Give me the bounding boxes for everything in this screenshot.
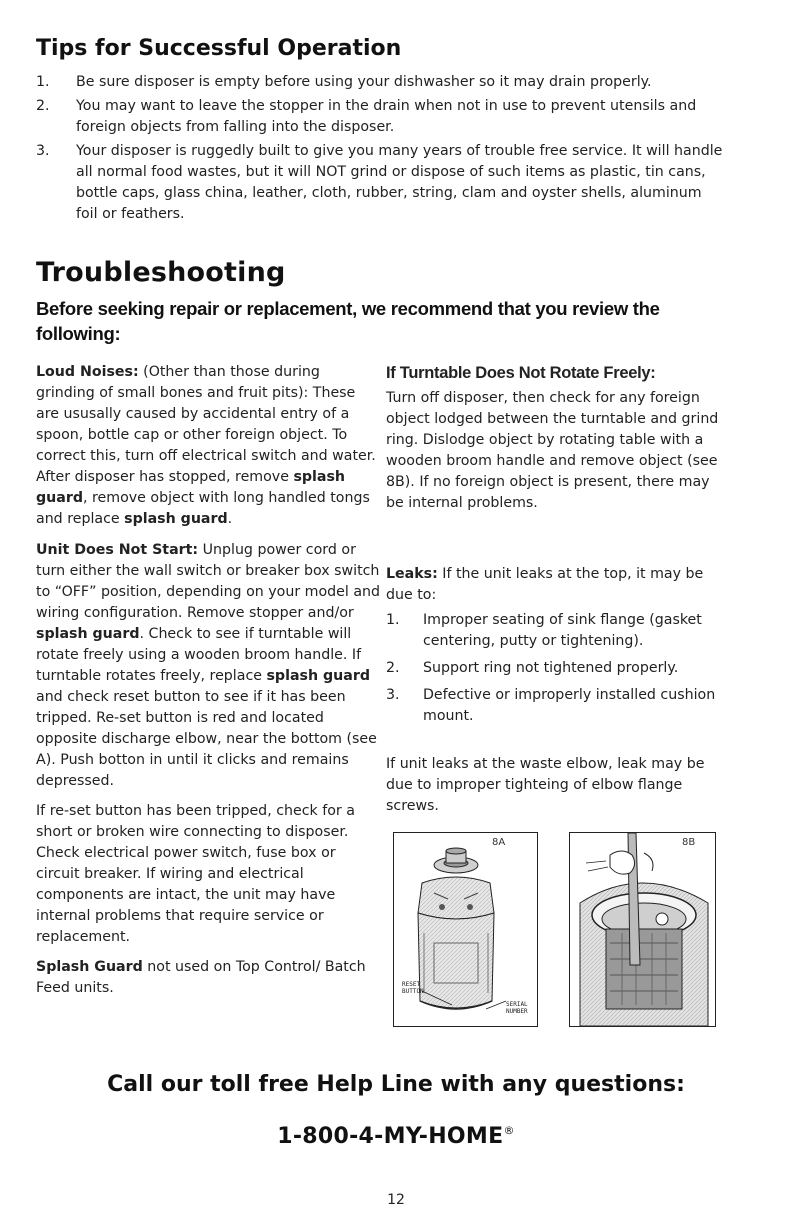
list-item — [386, 658, 731, 679]
splash-guard-term: splash guard — [36, 469, 346, 506]
splash-guard-label: Splash Guard — [36, 959, 143, 975]
paragraph-text: , remove object with long handled tongs and replace — [36, 490, 370, 527]
list-number: 3. — [386, 687, 400, 703]
help-line-callout: Call our toll free Help Line with any questions: — [107, 1072, 685, 1097]
tips-heading: Tips for Successful Operation — [36, 36, 402, 61]
help-line-phone — [0, 1124, 792, 1149]
list-item-text: Your disposer is ruggedly built to give you many years of trouble free service. It will handle all normal food wastes, but it will NOT grind or dispose of such items as plastic, tin cans, bottle caps, glass china, leather, cloth, rubber, string, clam and oyster shells, aluminum foil or feathers. — [76, 143, 723, 222]
list-item-text: Defective or improperly installed cushion mount. — [423, 687, 716, 724]
paragraph-text: . Check to see if turntable will rotate freely using a wooden broom handle. If turntable rotates freely, replace — [36, 626, 362, 684]
figure-8b — [569, 832, 716, 1027]
list-item-text: You may want to leave the stopper in the drain when not in use to prevent utensils and foreign objects from falling into the disposer. — [76, 98, 697, 135]
elbow-leak-paragraph: If unit leaks at the waste elbow, leak may be due to improper tighteing of elbow flange screws. — [386, 756, 705, 814]
paragraph-text: and check reset button to see if it has been tripped. Re-set button is red and located opposite discharge elbow, near the bottom (see A). Push botton in until it clicks and remains depressed. — [36, 689, 377, 789]
broom-handle-illustration — [570, 833, 715, 1026]
splash-guard-note — [36, 957, 381, 999]
splash-guard-term: splash guard — [36, 626, 140, 642]
troubleshooting-heading: Troubleshooting — [36, 257, 286, 288]
leaks-list — [386, 610, 731, 727]
disposer-illustration — [394, 833, 537, 1026]
leaks-section — [386, 564, 731, 733]
left-column — [36, 362, 381, 1008]
unit-not-start-paragraph — [36, 540, 381, 792]
callout-text: BUTTON — [402, 988, 424, 995]
page-number: 12 — [387, 1192, 405, 1208]
phone-number: 1-800-4-MY-HOME — [277, 1124, 504, 1149]
list-item-text: Improper seating of sink flange (gasket centering, putty or tightening). — [423, 612, 702, 649]
turntable-section — [386, 362, 731, 523]
paragraph-text: Unplug power cord or turn either the wall switch or breaker box switch to “OFF” position, depending on your model and wiring configuration. Remove stopper and/or — [36, 542, 381, 621]
figure-8a-label: 8A — [492, 837, 506, 848]
registered-mark: ® — [503, 1124, 515, 1137]
list-item — [36, 141, 726, 225]
unit-not-start-label: Unit Does Not Start: — [36, 542, 199, 558]
callout-text: NUMBER — [506, 1008, 528, 1015]
splash-guard-term: splash guard — [124, 511, 228, 527]
list-item — [36, 72, 726, 93]
figure-8a — [393, 832, 538, 1027]
list-item-text: Support ring not tightened properly. — [423, 660, 679, 676]
tips-list — [36, 72, 726, 228]
list-number: 3. — [36, 143, 50, 159]
figure-8b-label: 8B — [682, 837, 696, 848]
elbow-leak-section — [386, 754, 731, 826]
reset-tripped-paragraph: If re-set button has been tripped, check for a short or broken wire connecting to disposer. Check electrical power switch, fuse box or circuit breaker. If wiring and electrical components are intact, the unit may have internal problems that require service or replacement. — [36, 803, 355, 945]
list-number: 2. — [386, 660, 400, 676]
serial-number-callout — [506, 1001, 528, 1015]
paragraph-text: . — [227, 511, 233, 527]
list-number: 1. — [36, 74, 50, 90]
paragraph-text: If the unit leaks at the top, it may be due to: — [386, 566, 704, 603]
list-item — [386, 610, 731, 652]
list-number: 2. — [36, 98, 50, 114]
callout-text: RESET — [402, 981, 421, 988]
turntable-heading: If Turntable Does Not Rotate Freely: — [386, 364, 656, 382]
troubleshooting-subheading: Before seeking repair or replacement, we recommend that you review the following: — [36, 298, 660, 344]
leaks-intro — [386, 564, 731, 606]
list-item-text: Be sure disposer is empty before using your dishwasher so it may drain properly. — [76, 74, 652, 90]
loud-noises-paragraph — [36, 362, 381, 530]
reset-button-callout — [402, 981, 424, 995]
callout-text: SERIAL — [506, 1001, 528, 1008]
splash-guard-term: splash guard — [266, 668, 370, 684]
list-number: 1. — [386, 612, 400, 628]
list-item — [386, 685, 731, 727]
turntable-paragraph: Turn off disposer, then check for any foreign object lodged between the turntable and grind ring. Dislodge object by rotating table with a wooden broom handle and remove object (see 8B). If no foreign object is present, there may be internal problems. — [386, 390, 719, 511]
leaks-label: Leaks: — [386, 566, 438, 582]
paragraph-text: not used on Top Control/ Batch Feed units. — [36, 959, 366, 996]
loud-noises-label: Loud Noises: — [36, 364, 139, 380]
list-item — [36, 96, 726, 138]
paragraph-text: (Other than those during grinding of small bones and fruit pits): These are ususally caused by accidental entry of a spoon, bottle cap or other foreign object. To correct this, turn off electrical switch and water. After disposer has stopped, remove — [36, 364, 376, 485]
